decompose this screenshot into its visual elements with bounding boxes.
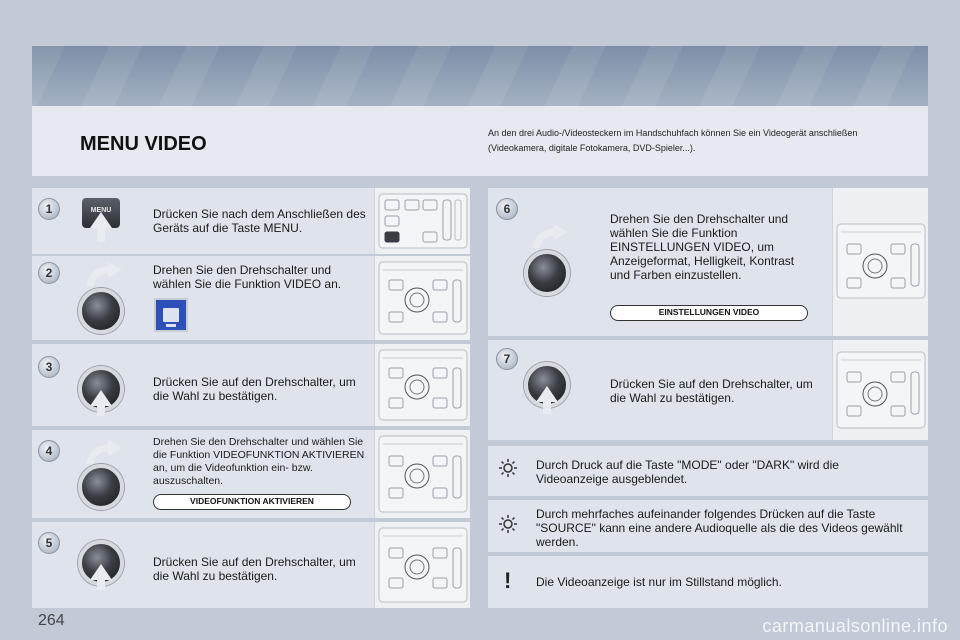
- console-image: [374, 344, 470, 426]
- console-drawing: [833, 188, 928, 336]
- sun-icon: [498, 458, 518, 478]
- step-text-5: Drücken Sie auf den Drehschalter, um die Wahl zu bestätigen.: [153, 555, 356, 583]
- step-badge-2: 2: [38, 262, 60, 284]
- menu-button-icon: MENU: [82, 198, 120, 228]
- exclamation-icon: !: [504, 568, 512, 593]
- sun-icon: [498, 514, 518, 534]
- note-text-3: Die Videoanzeige ist nur im Stillstand möglich.: [536, 575, 782, 589]
- console-drawing: [375, 344, 470, 426]
- console-image: [374, 522, 470, 608]
- press-arrow-stem: [97, 406, 105, 416]
- rotate-arrow-icon: [532, 224, 568, 250]
- console-drawing: [375, 430, 470, 518]
- page-number: 264: [38, 612, 65, 629]
- step-badge-3: 3: [38, 356, 60, 378]
- console-image: [374, 256, 470, 340]
- rotary-knob-icon: [78, 288, 124, 334]
- step-text-4: Drehen Sie den Drehschalter und wählen Sie die Funktion VIDEOFUNKTION AKTIVIEREN an, um die Videofunktion ein- bzw. auszuschalten.: [153, 436, 365, 487]
- console-image: [374, 188, 470, 254]
- note-text-1: Durch Druck auf die Taste "MODE" oder "DARK" wird die Videoanzeige ausgeblendet.: [536, 458, 839, 486]
- step-text-2: Drehen Sie den Drehschalter und wählen Sie die Funktion VIDEO an.: [153, 263, 342, 291]
- rotate-arrow-icon: [86, 440, 122, 466]
- press-arrow-icon: [90, 564, 112, 580]
- step-badge-6: 6: [496, 198, 518, 220]
- console-image: [374, 430, 470, 518]
- menu-option-pill: VIDEOFUNKTION AKTIVIEREN: [153, 494, 351, 510]
- console-drawing: [375, 522, 470, 608]
- console-image: [832, 340, 928, 440]
- video-icon: [154, 298, 188, 332]
- console-image: [832, 188, 928, 336]
- press-arrow-stem: [97, 228, 105, 242]
- step-badge-1: 1: [38, 198, 60, 220]
- step-badge-4: 4: [38, 440, 60, 462]
- menu-option-pill: EINSTELLUNGEN VIDEO: [610, 305, 808, 321]
- press-arrow-icon: [536, 386, 558, 402]
- console-drawing: [375, 256, 470, 340]
- step-badge-5: 5: [38, 532, 60, 554]
- step-badge-7: 7: [496, 348, 518, 370]
- press-arrow-icon: [90, 212, 112, 228]
- press-arrow-icon: [90, 390, 112, 406]
- step-text-1: Drücken Sie nach dem Anschließen des Geräts auf die Taste MENU.: [153, 207, 366, 235]
- step-text-7: Drücken Sie auf den Drehschalter, um die Wahl zu bestätigen.: [610, 377, 813, 405]
- rotary-knob-icon: [78, 464, 124, 510]
- press-arrow-stem: [97, 580, 105, 590]
- watermark: carmanualsonline.info: [762, 616, 948, 636]
- note-text-2: Durch mehrfaches aufeinander folgendes Drücken auf die Taste "SOURCE" kann eine andere Audioquelle als die des Videos gewählt werden.: [536, 507, 903, 549]
- press-arrow-stem: [543, 402, 551, 414]
- console-drawing: [375, 188, 470, 254]
- intro-text: An den drei Audio-/Videosteckern im Handschuhfach können Sie ein Videogerät anschließen (Videokamera, digitale Fotokamera, DVD-Spieler...).: [488, 128, 858, 153]
- header-band: [32, 46, 928, 106]
- step-text-3: Drücken Sie auf den Drehschalter, um die Wahl zu bestätigen.: [153, 375, 356, 403]
- step-text-6: Drehen Sie den Drehschalter und wählen Sie die Funktion EINSTELLUNGEN VIDEO, um Anzeigeformat, Helligkeit, Kontrast und Farben einzustellen.: [610, 212, 795, 282]
- rotate-arrow-icon: [86, 262, 122, 288]
- rotary-knob-icon: [524, 250, 570, 296]
- console-drawing: [833, 340, 928, 440]
- page-title: MENU VIDEO: [80, 133, 207, 155]
